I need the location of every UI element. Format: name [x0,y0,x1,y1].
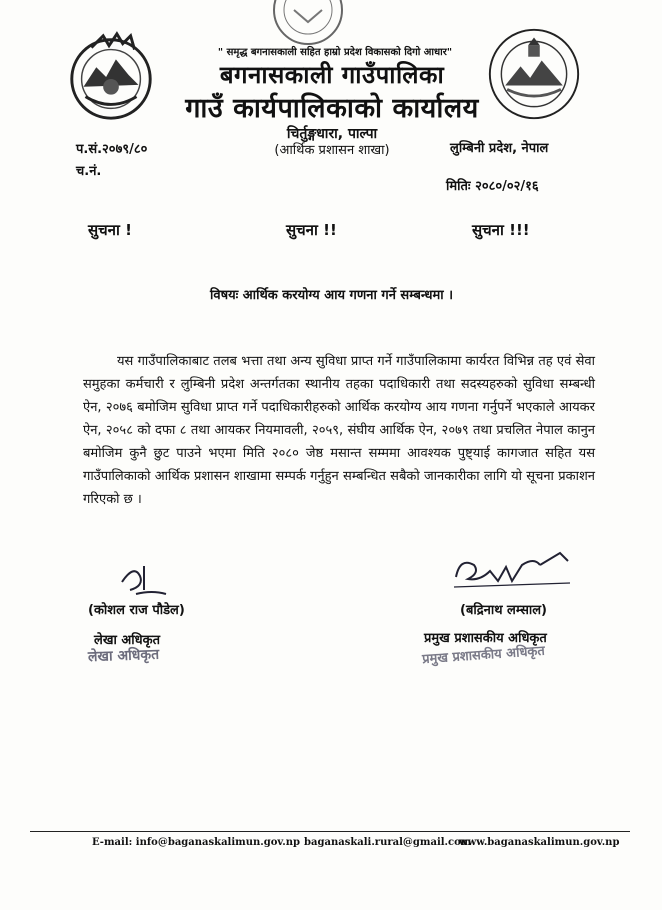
signature-right [450,547,576,593]
designation-stamp-right: प्रमुख प्रशासकीय अधिकृत [421,643,546,668]
province-label: लुम्बिनी प्रदेश, नेपाल [450,141,549,156]
designation-stamp-left: लेखा अधिकृत [87,646,160,666]
footer-email-alt: baganaskali.rural@gmail.com [304,837,472,848]
signatory-left-name: (कोशल राज पौडेल) [88,603,185,618]
office-seal-stamp [258,0,358,46]
office-address: चिर्तुङ्गधारा, पाल्पा [286,126,378,142]
reference-number: प.सं.२०७९/८० [76,142,148,157]
nepal-government-emblem [62,28,160,126]
subject-line: विषयः आर्थिक करयोग्य आय गणना गर्ने सम्बन्धमा । [210,288,454,303]
letter-date: मितिः २०८०/०२/१६ [446,179,539,194]
signatory-right-title: प्रमुख प्रशासकीय अधिकृत [424,631,547,646]
footer-divider [30,831,630,832]
notice-heading-1: सुचना ! [88,221,132,239]
body-paragraph: यस गाउँपालिकाबाट तलब भत्ता तथा अन्य सुविधा प्राप्त गर्ने गाउँपालिकामा कार्यरत विभिन्न तह एवं सेवा समुहका कर्मचारी र लुम्बिनी प्रदेश अन्तर्गतका स्थानीय तहका पदाधिकारी तथा सदस्यहरुको सुविधा सम्बन्धी ऐन, २०७६ बमोजिम सुविधा प्राप्त गर्ने पदाधिकारीहरुको आर्थिक करयोग्य आय गणना गर्नुपर्ने भएकाले आयकर ऐन, २०५८ को दफा ८ तथा आयकर नियमावली, २०५९, संघीय आर्थिक ऐन, २०७९ तथा प्रचलित नेपाल कानुन बमोजिम कुनै छुट पाउने भएमा मिति २०८० जेष्ठ मसान्त सम्ममा आवश्यक पुष्ट्याई कागजात सहित यस गाउँपालिकाको आर्थिक प्रशासन शाखामा सम्पर्क गर्नुहुन सम्बन्धित सबैको जानकारीका लागि यो सूचना प्रकाशन गरिएको छ । [83,354,595,507]
footer-email: E-mail: info@baganaskalimun.gov.np [92,837,300,848]
branch-name: (आर्थिक प्रशासन शाखा) [274,143,390,158]
dispatch-number: च.नं. [76,164,102,179]
office-name: गाउँ कार्यपालिकाको कार्यालय [185,93,479,124]
footer-website: www.baganaskalimun.gov.np [459,837,620,848]
signatory-right-name: (बद्रिनाथ लम्साल) [460,603,547,618]
signatory-left-title: लेखा अधिकृत [94,633,161,648]
municipality-name: बगनासकाली गाउँपालिका [219,61,445,89]
motto: " समृद्ध बगनासकाली सहित हाम्रो प्रदेश विकासको दिगो आधार" [217,47,453,58]
notice-heading-3: सुचना !!! [472,221,530,239]
signature-left [114,560,174,600]
notice-heading-2: सुचना !! [286,221,337,239]
